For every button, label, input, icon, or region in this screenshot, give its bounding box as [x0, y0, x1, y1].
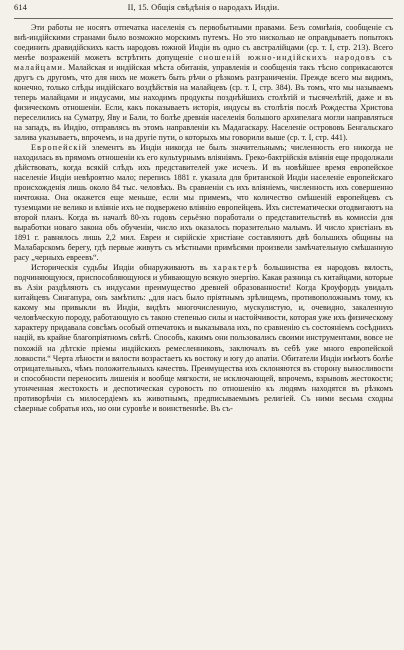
text-segment: Историческія судьбы Индіи обнаруживаютъ въ	[31, 263, 213, 273]
text-segment: элементъ въ Индіи никогда не былъ значительнымъ; численность его никогда не находилась въ прямомъ отношеніи къ его культурнымъ вліяніямъ. Греко-бактрійскія вліянія еще продолжали дѣйствовать, когда всякій слѣдъ ихъ представителей уже исчезъ. И въ новѣйшее время европейское населеніе Индіи невѣроятно мало; перепись 1881 г. указала для британской Индіи населеніе европейскаго происхожденія лишь около 84 тыс. человѣкъ. Въ сравненіи съ ихъ вліяніемъ, численность ихъ совершенно ничтожна. Она окажется еще меньше, если мы примемъ, что количество смѣшеній европейцевъ съ туземцами не велико и вліяніе ихъ не подвержено вліянію европейцевъ. Ихъ систематически отодвигаютъ на второй планъ. Когда въ началѣ 80-хъ годовъ серьёзно поработали о представительствѣ въ комиссіи для выработки новаго закона объ обученіи, число ихъ оказалось поразительно малымъ. И число христіанъ въ 1891 г. равнялось лишь 2,2 мил. Евреи и сирійскіе христіане составляютъ двѣ большихъ общины на Малабарскомъ берегу, гдѣ первые живутъ съ мѣстными примѣсями произвели замѣчательную смѣшанную расу „черныхъ евреевъ“.	[14, 143, 393, 263]
running-header	[14, 3, 393, 17]
paragraph	[14, 23, 393, 143]
spaced-emphasis: характерѣ	[212, 263, 259, 273]
header-rule	[14, 18, 393, 19]
page-number: 614	[14, 3, 28, 12]
body-text	[14, 23, 393, 414]
text-segment: . Малайская и индійская мѣста обитанія, управленія и сообщенія такъ тѣсно соприкасаются другъ съ другомъ, что для нихъ не можетъ быть рѣчи о рѣзкомъ разграниченіи. Прежде всего мы видимъ, конечно, только слѣды индійскаго воздѣйствія на малайцевъ (ср. т. I, стр. 384). Въ томъ, что мы называемъ теперь малайцами и индусами, мы находимъ продукты позднѣйшихъ столѣтій и тысячелѣтій, даже и въ физическомъ отношеніи. Если, какъ показываетъ исторія, индусы въ столѣтія послѣ Рождества Христова переселились на Суматру, Яву и Бали, то болѣе древнія населенія большого архипелага могли направляться на западъ, въ Индію, отправлясь въ этомъ направленіи къ Мадагаскару. Населеніе острововъ Бенгальскаго залива указываетъ, впрочемъ, и на другіе пути, о которыхъ мы говорили выше (ср. т. I, стр. 441).	[14, 63, 393, 143]
paragraph	[14, 143, 393, 263]
spaced-emphasis: Европейскій	[31, 143, 88, 153]
paragraph	[14, 263, 393, 413]
spaced-emphasis: сношеній южно-индійскихъ народовъ съ малайцами	[14, 53, 394, 73]
text-segment: Эти работы не носятъ отпечатка населенія съ первобытными правами. Безъ сомнѣнія, сообщеніе съ внѣ-индійскими странами было возможно морскимъ путемъ. Но это нисколько не оправдываетъ попытокъ соединить дравидійскихъ касть народовъ южной Индіи въ одно съ австралійцами (ср. т. I, стр. 213). Всего менѣе возраженій можетъ встрѣтить допущеніе	[14, 23, 393, 63]
text-segment: большинства ея народовъ вялость, подчиняющуюся, приспособляющуюся и убивающую всякую энергію. Какая разница съ китайцами, которые въ Азіи раздѣляютъ съ индусами преимущество древней образованности! Когда Кроуфордъ увидалъ китайцевъ Сингапура, онъ замѣтилъ: „для насъ было пріятнымъ зрѣлищемъ, противоположнымъ тому, къ какому мы привыкли въ Индіи, видѣть многочисленную, мускулистую, и, очевидно, закаленную человѣческую породу, работающую съ такою степенью силы и настойчивости, которая уже ихъ физическому характеру придавала совсѣмъ особый отпечатокъ и выказывала ихъ, по сравненію съ состояніемъ сосѣднихъ націй, въ крайне благопріятномъ свѣтѣ. Способъ, какимъ они пользовались своими инструментами, вовсе не похожій на дѣтскіе пріемы индійскихъ ремесленниковъ, заключалъ въ себѣ уже много европейской ловкости.“ Черта лѣности и вялости возрастаетъ къ востоку и югу до апатіи. Обитатели Индіи имѣютъ болѣе отрицательныхъ, чѣмъ положительныхъ качествъ. Преимущества ихъ склоняются въ сторону выносливости и способности переносить лишенія и вообще мягкости, не исключающей, впрочемъ, взрывовъ жестокости; утонченная жестокость и деспотическая суровость по отношенію къ людямъ находятся въ рѣзкомъ противорѣчіи съ милосердіемъ къ животнымъ, предписываемымъ религіей. Съ ними весьма сходны сѣверные собратья ихъ, но они суровѣе и воинственнѣе. Въ съ-	[14, 263, 393, 413]
running-title: II, 15. Общія свѣдѣнія о народахъ Индіи.	[127, 3, 280, 12]
